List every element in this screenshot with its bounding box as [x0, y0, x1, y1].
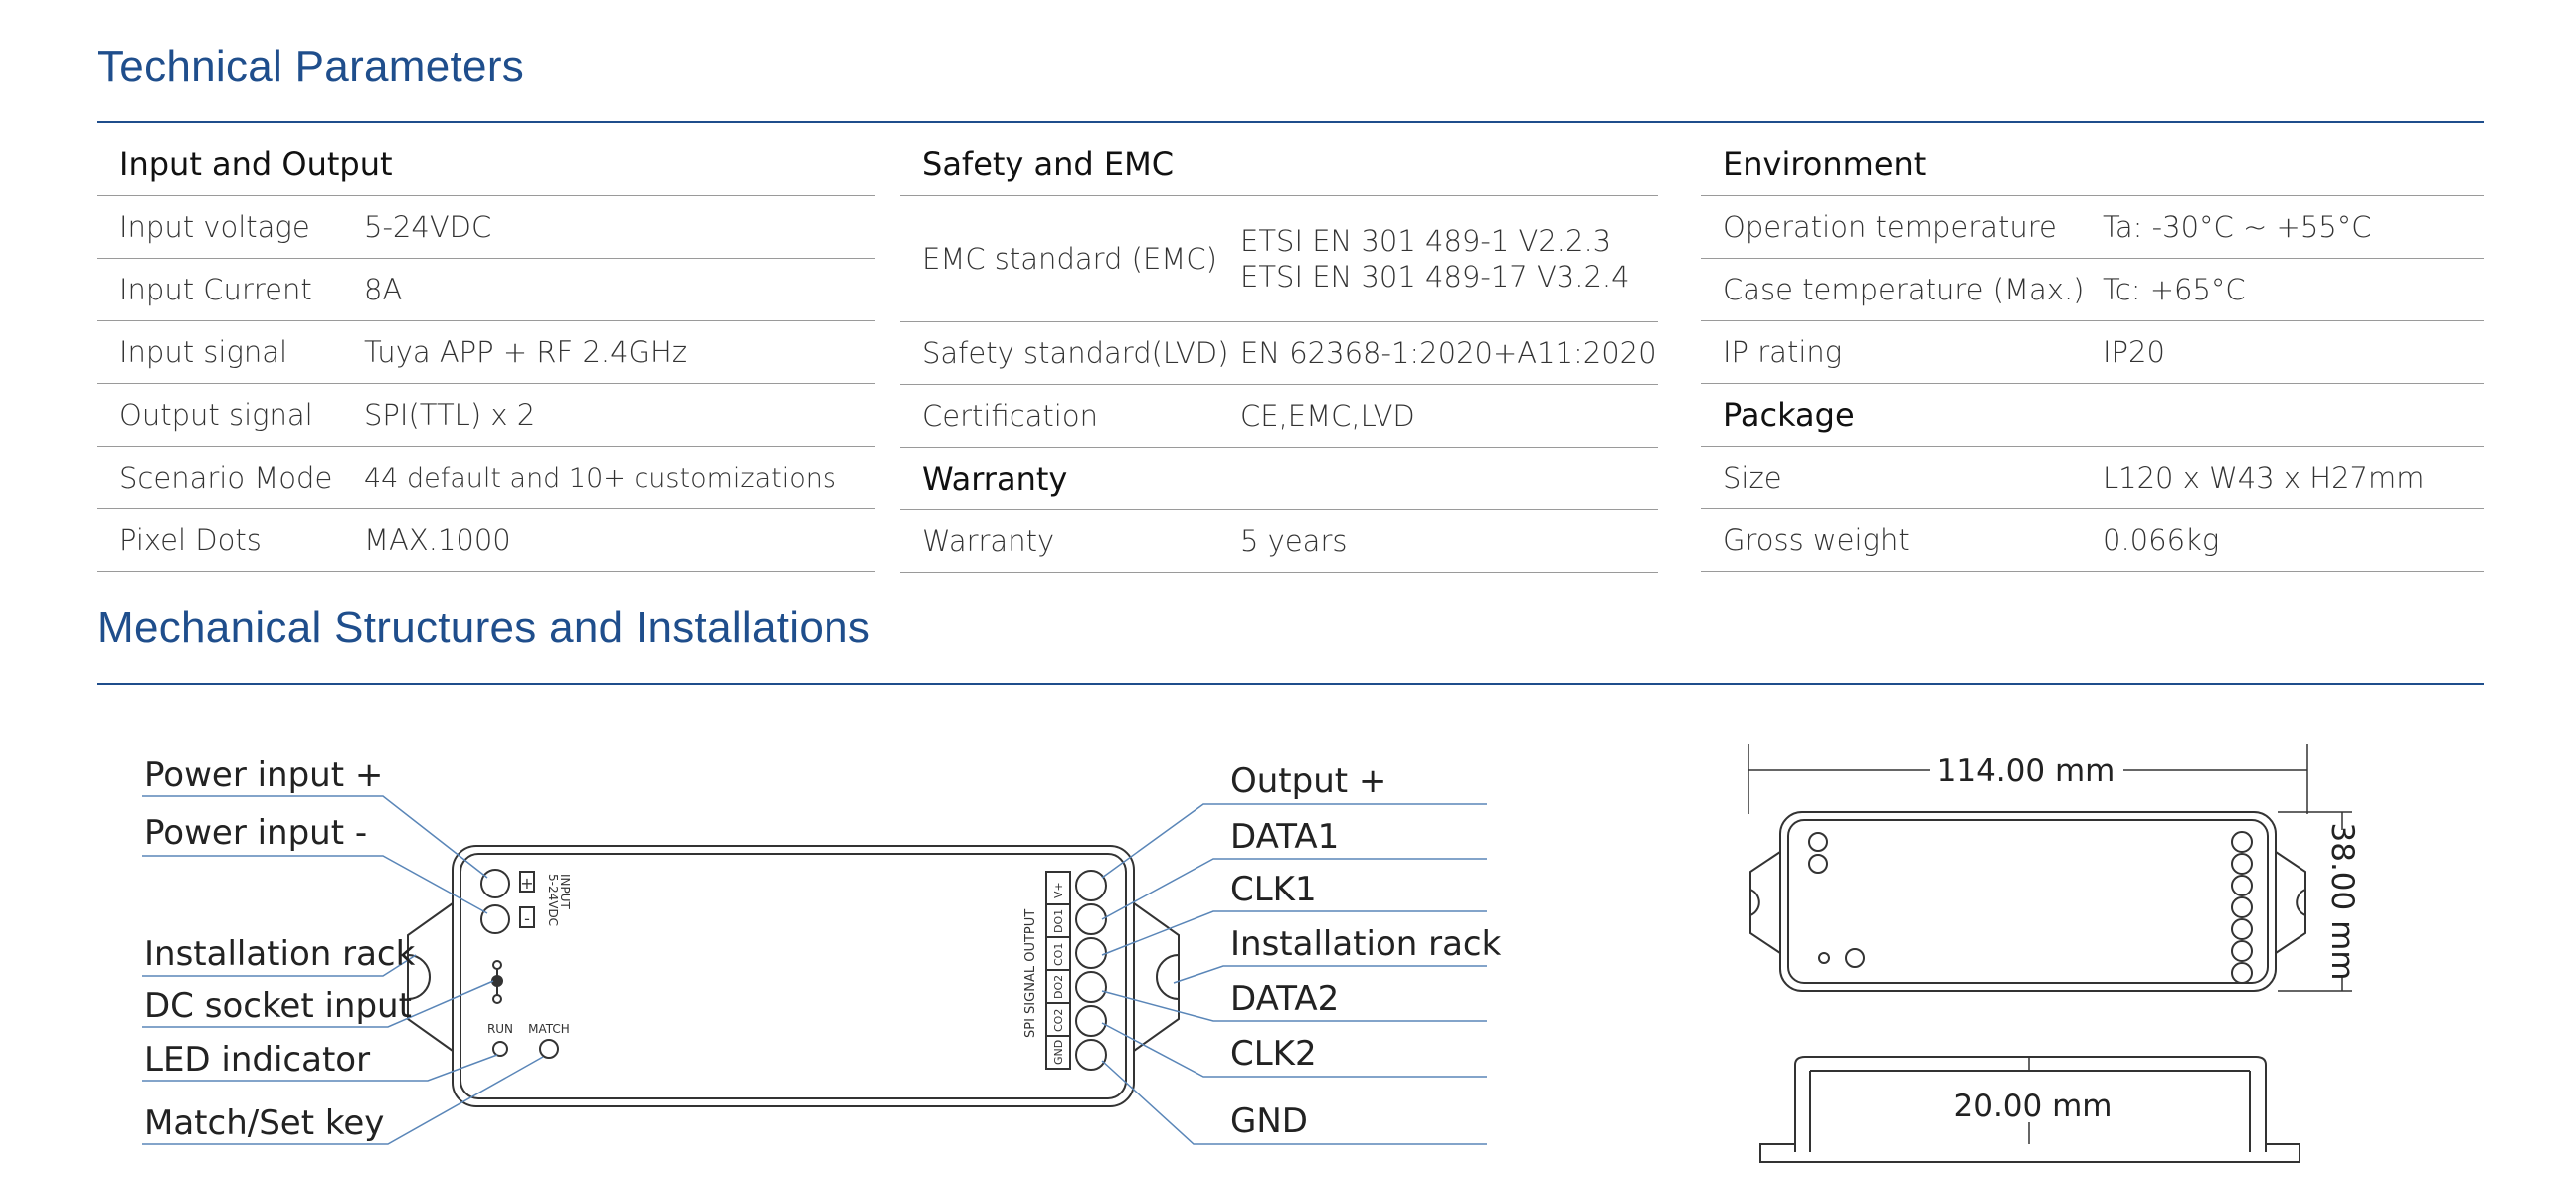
pin-label: CO1: [1052, 942, 1065, 966]
param-value: 8A: [364, 259, 875, 321]
installation-rack-label: Installation rack: [1230, 924, 1502, 964]
width-dimension: 114.00 mm: [1936, 753, 2116, 789]
safety-emc-heading: Safety and EMC: [900, 133, 1658, 196]
safety-emc-table: [900, 133, 1658, 573]
top-view-outline: [1780, 812, 2276, 991]
data2-label: DATA2: [1230, 979, 1340, 1019]
param-value: Tc: +65°C: [2103, 259, 2484, 321]
mechanical-diagram: [0, 695, 2576, 1192]
warranty-heading: Warranty: [900, 448, 1658, 510]
mechanical-divider: [97, 683, 2484, 685]
table-row: [97, 196, 875, 259]
param-value: 44 default and 10+ customizations: [364, 447, 875, 509]
output-terminal: [1076, 904, 1106, 934]
table-row: [97, 509, 875, 572]
dc-socket-label: DC socket input: [144, 986, 412, 1026]
title-divider: [97, 121, 2484, 123]
table-row: [900, 196, 1658, 322]
param-label: Scenario Mode: [97, 447, 364, 509]
output-terminal: [1076, 1040, 1106, 1070]
table-row: [97, 133, 875, 196]
param-label: Operation temperature: [1701, 196, 2103, 259]
leader-line: [142, 856, 487, 913]
power-minus-terminal: [481, 905, 509, 933]
param-label: Case temperature (Max.): [1701, 259, 2103, 321]
input-label: INPUT: [558, 874, 572, 909]
match-key-label: Match/Set key: [144, 1103, 385, 1143]
input-output-heading: Input and Output: [97, 133, 875, 196]
height-dimension: 20.00 mm: [1953, 1089, 2113, 1124]
input-voltage-label: 5-24VDC: [546, 874, 560, 927]
table-row: [97, 259, 875, 321]
dc-socket: [493, 961, 501, 969]
mechanical-structures-title: Mechanical Structures and Installations: [97, 603, 871, 652]
data1-label: DATA1: [1230, 817, 1340, 857]
param-value: MAX.1000: [364, 509, 875, 572]
table-row: [900, 448, 1658, 510]
pin-label: DO1: [1052, 908, 1065, 933]
minus-mark: -: [524, 909, 530, 928]
environment-table: [1701, 133, 2484, 572]
table-row: [97, 384, 875, 447]
output-terminal: [1076, 972, 1106, 1002]
param-label: Input voltage: [97, 196, 364, 259]
led-indicator-label: LED indicator: [144, 1040, 371, 1080]
run-label: RUN: [486, 1022, 514, 1036]
table-row: [1701, 321, 2484, 384]
param-label: Warranty: [900, 510, 1240, 573]
param-value: Tuya APP + RF 2.4GHz: [364, 321, 875, 384]
param-label: Certification: [900, 385, 1240, 448]
table-row: [1701, 384, 2484, 447]
param-label: IP rating: [1701, 321, 2103, 384]
emc-value-line: ETSI EN 301 489-17 V3.2.4: [1240, 260, 1630, 294]
input-output-table: [97, 133, 875, 572]
param-value: Ta: -30°C ~ +55°C: [2103, 196, 2484, 259]
param-label: Safety standard(LVD): [900, 322, 1240, 385]
table-row: [900, 322, 1658, 385]
package-heading: Package: [1701, 384, 2484, 447]
led-indicator: [493, 1042, 507, 1056]
param-value: CE,EMC,LVD: [1240, 385, 1658, 448]
depth-dimension: 38.00 mm: [2324, 822, 2360, 981]
table-row: [1701, 509, 2484, 572]
power-plus-terminal: [481, 870, 509, 897]
table-row: [97, 447, 875, 509]
param-value: EN 62368-1:2020+A11:2020: [1240, 322, 1658, 385]
table-row: [900, 510, 1658, 573]
output-terminal: [1076, 871, 1106, 900]
param-label: Size: [1701, 447, 2103, 509]
pin-label: V+: [1052, 882, 1065, 898]
match-key: [540, 1040, 558, 1058]
pin-label: DO2: [1052, 974, 1065, 999]
technical-parameters-title: Technical Parameters: [97, 42, 525, 91]
output-plus-label: Output +: [1230, 761, 1387, 801]
power-plus-label: Power input +: [144, 755, 384, 795]
environment-heading: Environment: [1701, 133, 2484, 196]
output-terminal: [1076, 938, 1106, 968]
param-value: IP20: [2103, 321, 2484, 384]
table-row: [1701, 259, 2484, 321]
param-value: L120 x W43 x H27mm: [2103, 447, 2484, 509]
match-label: MATCH: [528, 1022, 570, 1036]
table-row: [1701, 133, 2484, 196]
pin-label: GND: [1052, 1039, 1065, 1065]
table-row: [900, 133, 1658, 196]
param-value: 5 years: [1240, 510, 1658, 573]
clk2-label: CLK2: [1230, 1034, 1317, 1074]
param-label: Input Current: [97, 259, 364, 321]
param-label: Output signal: [97, 384, 364, 447]
param-value: [1240, 196, 1658, 322]
gnd-label: GND: [1230, 1101, 1308, 1141]
table-row: [900, 385, 1658, 448]
param-label: Input signal: [97, 321, 364, 384]
emc-value-line: ETSI EN 301 489-1 V2.2.3: [1240, 224, 1612, 258]
power-minus-label: Power input -: [144, 813, 368, 853]
plus-mark: +: [520, 874, 534, 893]
param-value: 0.066kg: [2103, 509, 2484, 572]
pin-label: CO2: [1052, 1008, 1065, 1032]
param-value: SPI(TTL) x 2: [364, 384, 875, 447]
param-label: Gross weight: [1701, 509, 2103, 572]
table-row: [1701, 447, 2484, 509]
param-label: EMC standard (EMC): [900, 196, 1240, 322]
table-row: [1701, 196, 2484, 259]
param-value: 5-24VDC: [364, 196, 875, 259]
table-row: [97, 321, 875, 384]
param-label: Pixel Dots: [97, 509, 364, 572]
clk1-label: CLK1: [1230, 870, 1317, 909]
spi-output-label: SPI SIGNAL OUTPUT: [1023, 908, 1038, 1038]
installation-rack-label: Installation rack: [144, 934, 416, 974]
output-terminal: [1076, 1006, 1106, 1036]
